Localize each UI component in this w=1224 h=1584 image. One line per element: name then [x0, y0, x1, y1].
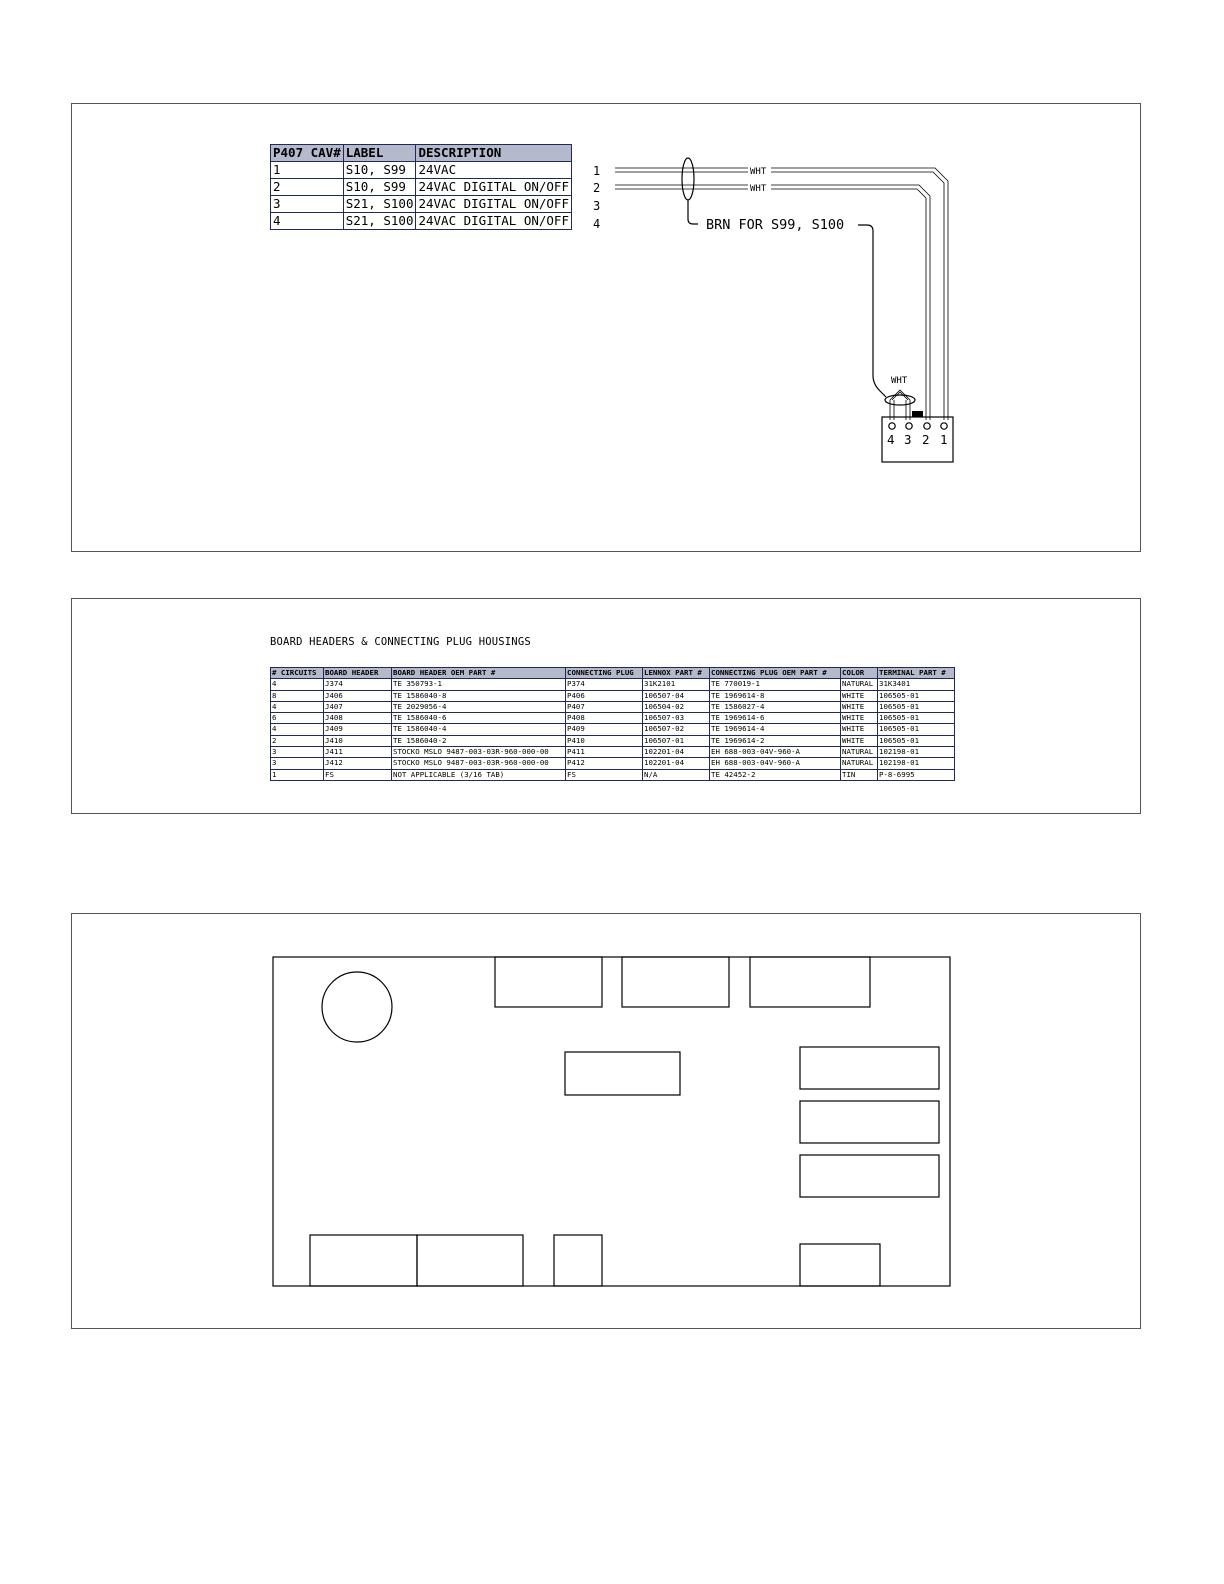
table-cell: 106507-01	[643, 735, 710, 746]
table-row	[271, 679, 955, 690]
table-cell: P406	[566, 690, 643, 701]
col-header-connecting-plug: CONNECTING PLUG	[566, 668, 643, 679]
plug-pin-2: 2	[922, 432, 930, 447]
control-board-outline	[273, 957, 950, 1286]
board-header-block	[622, 957, 729, 1007]
table-cell: 8	[271, 690, 324, 701]
table-cell: TE 42452-2	[710, 769, 841, 780]
cavity-number-3: 3	[593, 199, 601, 213]
wire-bundle-ellipse	[682, 158, 694, 200]
board-outline-diagram	[72, 914, 1140, 1328]
table-cell: TE 2029056-4	[392, 701, 566, 712]
cavity-cell: 3	[271, 196, 344, 213]
table-cell: 106505-01	[878, 724, 955, 735]
table-cell: 106507-02	[643, 724, 710, 735]
table-cell: P408	[566, 713, 643, 724]
cavity-cell: 2	[271, 179, 344, 196]
table-cell: P374	[566, 679, 643, 690]
table-cell: TE 770019-1	[710, 679, 841, 690]
description-cell: 24VAC DIGITAL ON/OFF	[416, 196, 572, 213]
table-cell: 102201-04	[643, 758, 710, 769]
table-cell: 106505-01	[878, 713, 955, 724]
table-cell: WHITE	[841, 690, 878, 701]
table-cell: J410	[324, 735, 392, 746]
col-header-label: LABEL	[343, 145, 416, 162]
table-header-row	[271, 668, 955, 679]
table-cell: P412	[566, 758, 643, 769]
table-cell: N/A	[643, 769, 710, 780]
table-row	[271, 713, 955, 724]
col-header-lennox-part: LENNOX PART #	[643, 668, 710, 679]
table-row	[271, 701, 955, 712]
table-cell: STOCKO MSLO 9487-003-03R-960-000-00	[392, 758, 566, 769]
board-header-block	[417, 1235, 523, 1286]
table-cell: TE 1586040-8	[392, 690, 566, 701]
wire-1-label: WHT	[750, 167, 767, 177]
table-cell: 4	[271, 724, 324, 735]
table-cell: EH 688-003-04V-960-A	[710, 758, 841, 769]
table-cell: J409	[324, 724, 392, 735]
table-cell: P407	[566, 701, 643, 712]
table-row	[271, 724, 955, 735]
table-cell: TE 1586040-4	[392, 724, 566, 735]
jumper-label: BRN FOR S99, S100	[706, 217, 845, 233]
housings-panel	[71, 598, 1141, 814]
jumper-ellipse	[885, 395, 915, 405]
board-header-block	[750, 957, 870, 1007]
table-row	[271, 747, 955, 758]
table-cell: 106505-01	[878, 701, 955, 712]
description-cell: 24VAC DIGITAL ON/OFF	[416, 179, 572, 196]
table-cell: P410	[566, 735, 643, 746]
col-header-description: DESCRIPTION	[416, 145, 572, 162]
cavity-cell: 1	[271, 162, 344, 179]
table-cell: NATURAL	[841, 747, 878, 758]
cavity-cell: 4	[271, 213, 344, 230]
table-cell: J408	[324, 713, 392, 724]
label-cell: S10, S99	[343, 162, 416, 179]
table-cell: 6	[271, 713, 324, 724]
label-cell: S10, S99	[343, 179, 416, 196]
table-cell: J412	[324, 758, 392, 769]
table-cell: FS	[566, 769, 643, 780]
table-cell: TE 350793-1	[392, 679, 566, 690]
plug-pin-holes	[889, 423, 947, 429]
housings-table	[270, 667, 955, 781]
table-cell: 106505-01	[878, 690, 955, 701]
plug-top-label: WHT	[891, 376, 908, 386]
cavity-number-1: 1	[593, 164, 601, 178]
table-cell: P411	[566, 747, 643, 758]
board-layout-panel	[71, 913, 1141, 1329]
col-header-circuits: # CIRCUITS	[271, 668, 324, 679]
plug-pin-3: 3	[904, 432, 912, 447]
housings-title: BOARD HEADERS & CONNECTING PLUG HOUSINGS	[270, 636, 531, 648]
table-cell: P409	[566, 724, 643, 735]
table-cell: WHITE	[841, 724, 878, 735]
cavity-number-2: 2	[593, 181, 601, 195]
plug-pin-1: 1	[940, 432, 948, 447]
board-header-block	[310, 1235, 417, 1286]
table-cell: NOT APPLICABLE (3/16 TAB)	[392, 769, 566, 780]
table-cell: 102201-04	[643, 747, 710, 758]
table-cell: 106507-04	[643, 690, 710, 701]
col-header-plug-oem: CONNECTING PLUG OEM PART #	[710, 668, 841, 679]
description-cell: 24VAC DIGITAL ON/OFF	[416, 213, 572, 230]
table-cell: WHITE	[841, 735, 878, 746]
board-header-block	[800, 1244, 880, 1286]
table-cell: WHITE	[841, 713, 878, 724]
table-cell: J406	[324, 690, 392, 701]
wire-2-label: WHT	[750, 184, 767, 194]
table-cell: 106507-03	[643, 713, 710, 724]
col-header-board-header-oem: BOARD HEADER OEM PART #	[392, 668, 566, 679]
table-cell: TIN	[841, 769, 878, 780]
board-header-block	[565, 1052, 680, 1095]
board-header-block	[800, 1047, 939, 1089]
table-cell: NATURAL	[841, 758, 878, 769]
table-cell: STOCKO MSLO 9487-003-03R-960-000-00	[392, 747, 566, 758]
table-cell: J411	[324, 747, 392, 758]
wiring-diagram	[72, 104, 1140, 551]
col-header-terminal-part: TERMINAL PART #	[878, 668, 955, 679]
table-cell: 1	[271, 769, 324, 780]
table-cell: J374	[324, 679, 392, 690]
table-cell: TE 1969614-4	[710, 724, 841, 735]
table-row	[271, 735, 955, 746]
table-row	[271, 690, 955, 701]
table-cell: FS	[324, 769, 392, 780]
table-cell: 3	[271, 758, 324, 769]
table-cell: 106504-02	[643, 701, 710, 712]
table-cell: NATURAL	[841, 679, 878, 690]
table-cell: J407	[324, 701, 392, 712]
table-cell: TE 1969614-8	[710, 690, 841, 701]
plug-latch	[912, 411, 923, 417]
table-cell: TE 1969614-6	[710, 713, 841, 724]
table-cell: WHITE	[841, 701, 878, 712]
table-cell: TE 1586040-6	[392, 713, 566, 724]
table-cell: 31K3401	[878, 679, 955, 690]
table-cell: TE 1586040-2	[392, 735, 566, 746]
board-header-block	[554, 1235, 602, 1286]
table-cell: 106505-01	[878, 735, 955, 746]
table-cell: TE 1969614-2	[710, 735, 841, 746]
table-cell: 102198-01	[878, 758, 955, 769]
col-header-color: COLOR	[841, 668, 878, 679]
table-cell: 2	[271, 735, 324, 746]
table-cell: 3	[271, 747, 324, 758]
board-mounting-circle	[322, 972, 392, 1042]
cavity-number-4: 4	[593, 217, 601, 231]
col-header-board-header: BOARD HEADER	[324, 668, 392, 679]
p407-wiring-panel	[71, 103, 1141, 552]
board-header-block	[800, 1155, 939, 1197]
bundle-lead-line	[688, 200, 698, 224]
col-header-cavity: P407 CAV#	[271, 145, 344, 162]
table-cell: TE 1586027-4	[710, 701, 841, 712]
table-cell: 31K2101	[643, 679, 710, 690]
table-row	[271, 758, 955, 769]
table-cell: 102198-01	[878, 747, 955, 758]
label-cell: S21, S100	[343, 213, 416, 230]
table-row	[271, 769, 955, 780]
board-header-block	[495, 957, 602, 1007]
table-cell: EH 688-003-04V-960-A	[710, 747, 841, 758]
table-cell: P-8-6995	[878, 769, 955, 780]
jumper-lead-line	[858, 225, 886, 397]
plug-pin-4: 4	[887, 432, 895, 447]
description-cell: 24VAC	[416, 162, 572, 179]
table-cell: 4	[271, 679, 324, 690]
label-cell: S21, S100	[343, 196, 416, 213]
table-cell: 4	[271, 701, 324, 712]
board-header-block	[800, 1101, 939, 1143]
